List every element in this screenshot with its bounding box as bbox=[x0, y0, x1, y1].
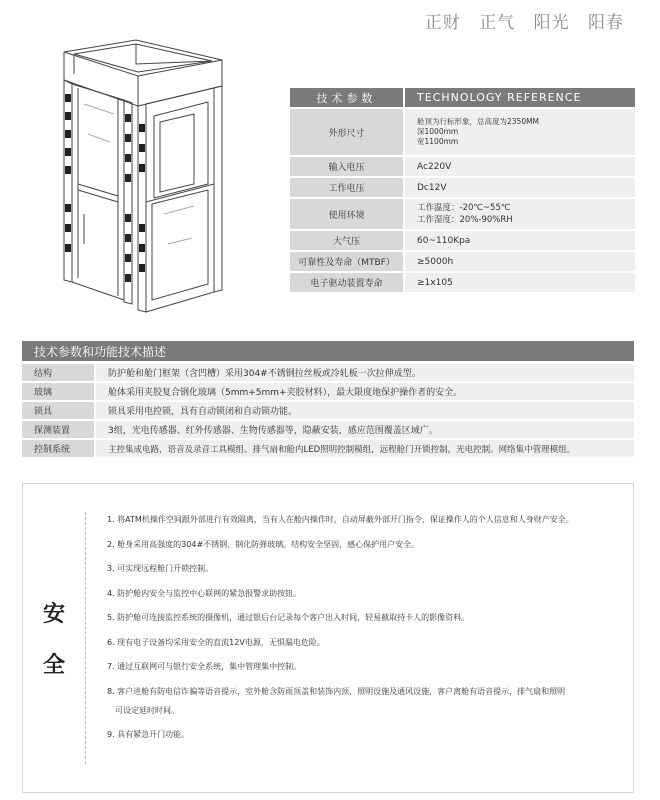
atm-booth-illustration bbox=[44, 34, 234, 322]
spec-value-line: 工作温度：-20℃~55℃ bbox=[417, 203, 511, 213]
safety-item: 3. 可实现远程舱门开锁控制。 bbox=[107, 564, 214, 573]
section-title: 技术参数和功能技术描述 bbox=[22, 341, 634, 361]
spec-key: 大气压 bbox=[290, 231, 403, 250]
safety-item: 7. 通过互联网可与银行安全系统，集中管理集中控制。 bbox=[107, 662, 302, 671]
spec-header-right: TECHNOLOGY REFERENCE bbox=[405, 88, 635, 107]
spec-header-left: 技术参数 bbox=[290, 88, 403, 107]
feature-value: 主控集成电路，语音及录音工具模组、排气扇和舱内LED照明控制模组，远程舱门开锁控制，光电控制。网络集中管理模组。 bbox=[96, 440, 634, 457]
safety-title bbox=[23, 484, 85, 792]
feature-key: 结构 bbox=[22, 364, 94, 381]
spec-value bbox=[405, 252, 635, 271]
safety-item: 9. 具有紧急开门功能。 bbox=[107, 730, 190, 739]
feature-value: 防护舱和舱门框架（含凹槽）采用304#不锈钢拉丝板或冷轧板一次拉伸成型。 bbox=[96, 364, 634, 381]
slogan-word: 阳春 bbox=[588, 13, 624, 33]
spec-row bbox=[290, 197, 635, 229]
safety-item: 2. 舱身采用高强度的304#不锈钢、钢化防弹玻璃。结构安全坚固，感心保护用户安全。 bbox=[107, 539, 420, 549]
safety-item: 6. 现有电子设备均采用安全的直流12V电源，无惧漏电危险。 bbox=[107, 637, 325, 647]
safety-item-continuation: 可设定延时时间。 bbox=[115, 705, 179, 715]
safety-item: 5. 防护舱可连接监控系统的摄像机，通过银后台记录每个客户出入时间，轻易截取持卡人的影像资料。 bbox=[107, 613, 470, 622]
feature-value: 舱体采用夹胶复合钢化玻璃（5mm+5mm+夹胶材料），最大限度地保护操作者的安全。 bbox=[96, 383, 634, 400]
spec-value-line: Ac220V bbox=[417, 161, 452, 172]
spec-value bbox=[405, 231, 635, 250]
feature-key: 锁具 bbox=[22, 402, 94, 419]
spec-row bbox=[290, 176, 635, 197]
spec-value-line: 舱顶为行标形象，总高度为2350MM bbox=[417, 117, 540, 126]
spec-table-header bbox=[290, 88, 635, 107]
spec-key: 工作电压 bbox=[290, 178, 403, 197]
spec-value-line: Dc12V bbox=[417, 182, 447, 193]
safety-section bbox=[22, 483, 634, 793]
spec-key: 输入电压 bbox=[290, 157, 403, 176]
spec-key: 可靠性及寿命（MTBF） bbox=[290, 252, 403, 271]
feature-value: 锁具采用电控锁，具有自动锁闭和自动锁功能。 bbox=[96, 402, 634, 419]
spec-row bbox=[290, 155, 635, 176]
slogan-word: 正财 bbox=[424, 13, 461, 33]
spec-key: 外形尺寸 bbox=[290, 109, 403, 155]
spec-row bbox=[290, 250, 635, 271]
spec-value-line: 工作湿度：20%-90%RH bbox=[417, 215, 513, 225]
safety-item bbox=[107, 686, 617, 716]
slogan-word: 正气 bbox=[479, 13, 516, 33]
spec-key: 电子驱动装置寿命 bbox=[290, 273, 403, 292]
divider bbox=[85, 512, 86, 764]
spec-value bbox=[405, 199, 635, 229]
feature-row bbox=[22, 440, 634, 457]
feature-row bbox=[22, 364, 634, 381]
safety-item: 4. 防护舱内安全与监控中心联网的紧急报警求助按钮。 bbox=[107, 588, 302, 598]
spec-value bbox=[405, 157, 635, 176]
spec-value-line: 深1000mm bbox=[417, 127, 459, 136]
spec-key: 使用环境 bbox=[290, 199, 403, 229]
feature-key: 玻璃 bbox=[22, 383, 94, 400]
safety-title-char: 全 bbox=[42, 653, 65, 678]
spec-value bbox=[405, 178, 635, 197]
spec-value-line: 60~110Kpa bbox=[417, 235, 471, 246]
spec-value-line: ≥5000h bbox=[417, 256, 454, 267]
spec-row bbox=[290, 107, 635, 155]
spec-value bbox=[405, 109, 635, 155]
feature-row bbox=[22, 383, 634, 400]
spec-table bbox=[290, 88, 635, 292]
slogan-word: 阳光 bbox=[533, 13, 570, 33]
spec-value bbox=[405, 273, 635, 292]
safety-list bbox=[107, 514, 617, 754]
feature-key: 探测装置 bbox=[22, 421, 94, 438]
spec-value-line: 宽1100mm bbox=[417, 137, 459, 146]
spec-value-line: ≥1x105 bbox=[417, 277, 453, 288]
safety-item: 1. 将ATM机操作空间跟外部进行有效隔离，当有人在舱内操作时，自动屏蔽外部开门指令，保证操作人的个人信息和人身财产安全。 bbox=[107, 515, 574, 524]
safety-title-char: 安 bbox=[42, 602, 65, 627]
feature-key: 控制系统 bbox=[22, 440, 94, 457]
features-table bbox=[22, 364, 634, 459]
spec-row bbox=[290, 271, 635, 292]
safety-item-text: 8. 客户进舱有防电信诈骗等语音提示，室外舱含防雨顶盖和装饰内顶，照明设施及通风设施，客户离舱有语音提示，排气扇和照明 bbox=[107, 686, 566, 696]
feature-row bbox=[22, 421, 634, 438]
slogan bbox=[413, 8, 624, 33]
feature-row bbox=[22, 402, 634, 419]
feature-value: 3组，光电传感器、红外传感器、生物传感器等，隐蔽安装，感应范围覆盖区域广。 bbox=[96, 421, 634, 438]
spec-row bbox=[290, 229, 635, 250]
